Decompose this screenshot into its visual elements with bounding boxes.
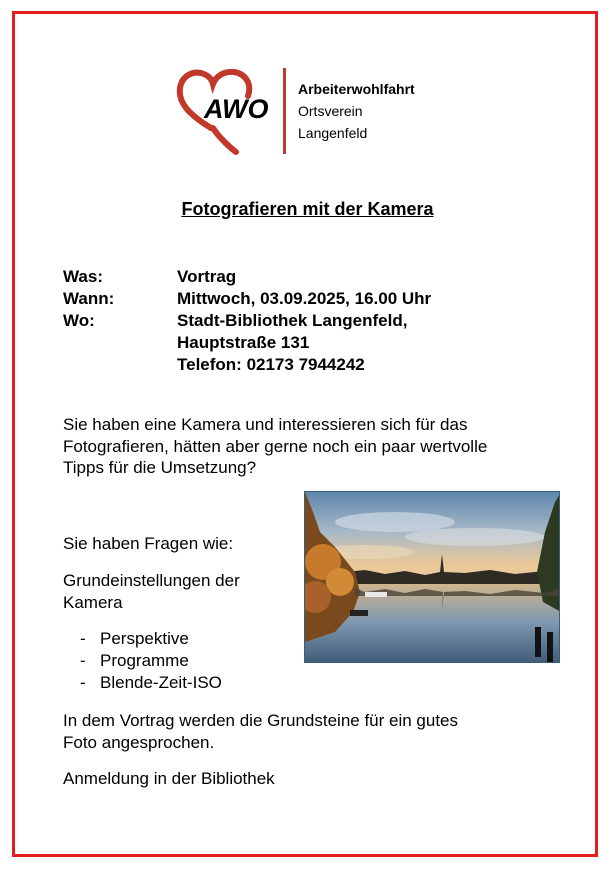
text-line: Tipps für die Umsetzung? [63, 458, 257, 477]
bullet-dash: - [80, 673, 86, 692]
info-row [63, 310, 431, 332]
org-subtitle-1: Ortsverein [298, 103, 363, 119]
list-item [80, 650, 222, 672]
text-line: Sie haben eine Kamera und interessieren sich für das [63, 415, 468, 434]
awo-mark: AWO [204, 94, 269, 124]
bullet-dash: - [80, 629, 86, 648]
info-label: Wo: [63, 311, 95, 330]
heart-logo-icon [176, 66, 291, 158]
bullet-dash: - [80, 651, 86, 670]
list-item-text: Programme [100, 651, 189, 670]
topic-list [80, 628, 222, 694]
list-item-text: Blende-Zeit-ISO [100, 673, 222, 692]
info-label [63, 332, 177, 354]
info-row [63, 266, 431, 288]
intro-paragraph [63, 414, 487, 479]
info-value: Mittwoch, 03.09.2025, 16.00 Uhr [177, 289, 432, 308]
info-row [63, 354, 431, 376]
info-label: Wann: [63, 289, 115, 308]
info-row [63, 332, 431, 354]
org-name: Arbeiterwohlfahrt [298, 81, 415, 97]
basics-paragraph [63, 570, 240, 613]
text-line: Kamera [63, 592, 123, 612]
info-value: Vortrag [177, 267, 237, 286]
closing-paragraph [63, 710, 458, 753]
logo-text [298, 78, 415, 144]
info-row [63, 288, 431, 310]
org-subtitle-2: Langenfeld [298, 125, 368, 141]
registration-note: Anmeldung in der Bibliothek [63, 769, 275, 788]
text-line: Foto angesprochen. [63, 732, 215, 752]
info-label: Was: [63, 267, 103, 286]
harbor-photo [304, 491, 560, 663]
text-line: Fotografieren, hätten aber gerne noch ein paar wertvolle [63, 436, 488, 456]
info-label [63, 354, 177, 376]
event-info [63, 266, 431, 376]
awo-logo [176, 66, 446, 158]
info-value: Telefon: 02173 7944242 [177, 355, 365, 374]
page-title: Fotografieren mit der Kamera [181, 199, 434, 219]
list-item-text: Perspektive [100, 629, 189, 648]
questions-lead: Sie haben Fragen wie: [63, 534, 234, 553]
list-item [80, 672, 222, 694]
list-item [80, 628, 222, 650]
info-value: Stadt-Bibliothek Langenfeld, [177, 311, 408, 330]
text-line: In dem Vortrag werden die Grundsteine für ein gutes [63, 711, 459, 730]
info-value: Hauptstraße 131 [177, 333, 310, 352]
text-line: Grundeinstellungen der [63, 571, 240, 590]
